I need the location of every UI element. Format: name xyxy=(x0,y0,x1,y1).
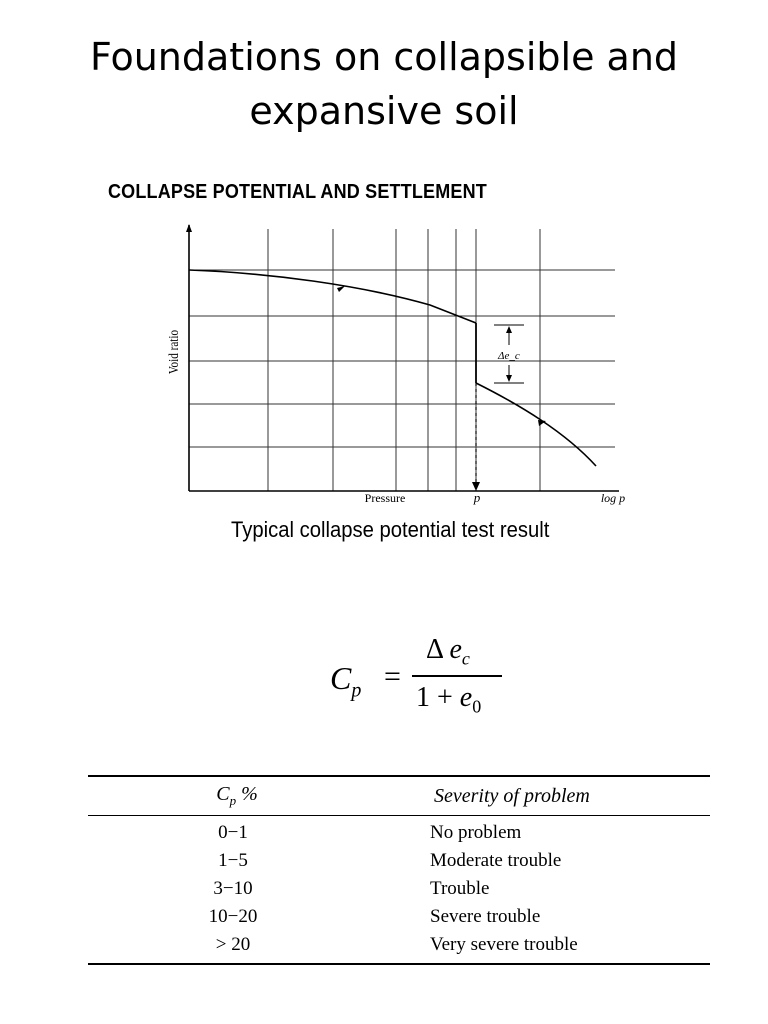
header-cp-var: C xyxy=(216,783,230,805)
header-cp xyxy=(88,783,382,809)
severity-table-body xyxy=(88,816,710,963)
header-severity: Severity of problem xyxy=(434,784,590,807)
y-axis-arrow xyxy=(186,224,192,232)
cp-range: > 20 xyxy=(215,934,251,955)
formula-num-var: e xyxy=(449,634,462,665)
cp-range: 10−20 xyxy=(208,906,258,927)
chart-axes xyxy=(186,224,619,491)
cp-range: 3−10 xyxy=(213,878,253,899)
delta-arrow-down xyxy=(506,375,512,382)
severity: Severe trouble xyxy=(430,906,541,927)
curve-arrow-1 xyxy=(337,286,345,292)
formula-fraction-bar xyxy=(412,675,502,677)
collapse-delta-label: Δe_c xyxy=(498,350,520,362)
formula-delta: Δ xyxy=(426,634,443,665)
table-row xyxy=(88,931,710,959)
delta-arrow-up xyxy=(506,326,512,333)
slide-title-line-2: expansive soil xyxy=(249,89,519,133)
severity: Very severe trouble xyxy=(430,934,578,955)
table-row xyxy=(88,819,710,847)
collapse-potential-formula xyxy=(326,630,546,720)
severity: Trouble xyxy=(430,878,490,899)
formula-lhs xyxy=(330,660,361,702)
table-row xyxy=(88,847,710,875)
figure-caption: Typical collapse potential test result xyxy=(231,517,550,542)
severity-table-header xyxy=(88,777,710,816)
x-axis-label: Pressure xyxy=(364,491,406,505)
formula-equals: = xyxy=(384,660,401,693)
formula-den-var: e xyxy=(459,682,473,713)
cp-range: 0−1 xyxy=(218,822,248,843)
formula-den-prefix: 1 + xyxy=(416,682,460,713)
formula-lhs-sub: p xyxy=(351,679,362,702)
severity: Moderate trouble xyxy=(430,850,562,871)
y-axis-label: Void ratio xyxy=(165,329,182,375)
chart-grid xyxy=(189,229,615,491)
severity: No problem xyxy=(430,822,522,843)
slide-title-line-1: Foundations on collapsible and xyxy=(89,35,679,79)
table-row xyxy=(88,875,710,903)
figure-heading: COLLAPSE POTENTIAL AND SETTLEMENT xyxy=(108,181,487,203)
formula-lhs-var: C xyxy=(330,660,352,696)
header-cp-sub: p xyxy=(229,793,237,808)
formula-den-sub: 0 xyxy=(472,696,482,717)
formula-num-sub: c xyxy=(461,648,470,669)
formula-denominator xyxy=(416,682,481,718)
log-p-label: log p xyxy=(600,491,626,505)
cp-range: 1−5 xyxy=(218,850,248,871)
header-cp-unit: % xyxy=(236,783,258,805)
table-row xyxy=(88,903,710,931)
severity-table xyxy=(88,775,710,965)
chart-curves xyxy=(189,270,596,466)
post-collapse-curve xyxy=(476,383,596,466)
formula-numerator xyxy=(426,634,470,670)
p-label: p xyxy=(473,490,481,505)
